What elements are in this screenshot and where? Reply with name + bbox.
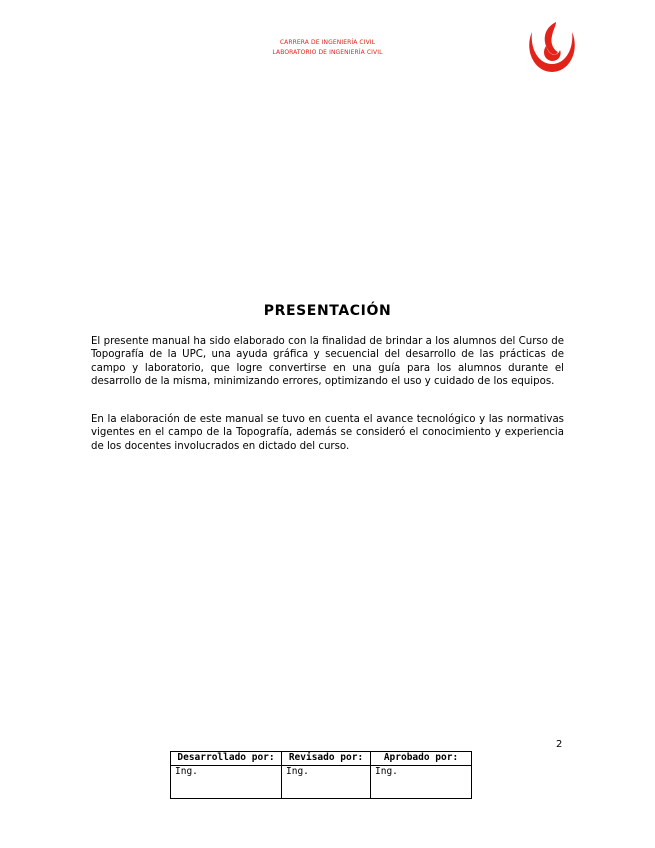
header-line-lab: LABORATORIO DE INGENIERÍA CIVIL — [272, 49, 383, 56]
cell-approved-by: Ing. — [371, 766, 472, 799]
page-number: 2 — [556, 739, 563, 750]
paragraph-context: En la elaboración de este manual se tuvo en cuenta el avance tecnológico y las normativas vigentes en el campo de la Topografía, además se consideró el conocimiento y experiencia de los docentes involucrados en dictado del curso. — [91, 414, 564, 452]
header-line-career: CARRERA DE INGENIERÍA CIVIL — [279, 39, 376, 46]
header-developed-by: Desarrollado por: — [171, 752, 282, 766]
paragraph-intro: El presente manual ha sido elaborado con la finalidad de brindar a los alumnos del Curso de Topografía de la UPC, una ayuda gráfica y secuencial del desarrollo de las prácticas de campo y laboratorio, que logre convertirse en una guía para los alumnos durante el desarrollo de la misma, minimizando errores, optimizando el uso y cuidado de los equipos. — [91, 336, 564, 388]
signature-body-row — [171, 766, 472, 799]
signature-table — [170, 751, 472, 799]
header-approved-by: Aprobado por: — [371, 752, 472, 766]
signature-header-row — [171, 752, 472, 766]
page-title: PRESENTACIÓN — [263, 303, 392, 319]
cell-reviewed-by: Ing. — [282, 766, 371, 799]
cell-developed-by: Ing. — [171, 766, 282, 799]
header-reviewed-by: Revisado por: — [282, 752, 371, 766]
upc-logo-icon — [526, 20, 578, 74]
